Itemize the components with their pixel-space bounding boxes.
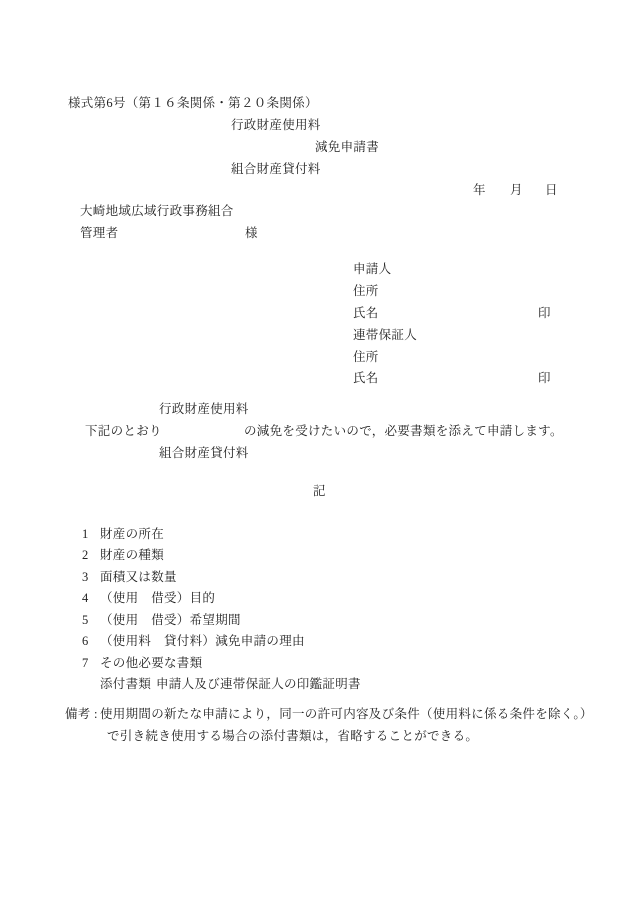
guarantor-label: 連帯保証人: [353, 328, 418, 342]
guarantor-address-label: 住所: [353, 350, 379, 364]
remarks-line2: で引き続き使用する場合の添付書類は，省略することができる。: [107, 729, 479, 743]
item-purpose: （使用 借受）目的: [100, 591, 216, 605]
item-number: 7: [82, 656, 89, 670]
item-desired-period: （使用 借受）希望期間: [100, 613, 241, 627]
form-number-line: 様式第6号（第１６条関係・第２０条関係）: [68, 96, 318, 110]
addressee-honorific: 様: [245, 226, 258, 240]
title-option-admin-property-fee: 行政財産使用料: [231, 118, 321, 132]
body-tail-text: の減免を受けたいので，必要書類を添えて申請します。: [244, 424, 563, 438]
item-exemption-reason: （使用料 貸付料）減免申請の理由: [100, 634, 305, 648]
record-heading: 記: [313, 484, 326, 498]
item-area-or-quantity: 面積又は数量: [100, 570, 177, 584]
item-number: 4: [82, 591, 89, 605]
applicant-seal-mark: 印: [538, 306, 551, 320]
title-option-union-property-rent: 組合財産貸付料: [231, 162, 321, 176]
item-other-documents: その他必要な書類: [100, 656, 203, 670]
date-day-label: 日: [545, 183, 558, 197]
item-number: 3: [82, 570, 89, 584]
item-number: 1: [82, 527, 89, 541]
body-option-union-property-rent: 組合財産貸付料: [159, 446, 249, 460]
body-option-admin-property-fee: 行政財産使用料: [159, 402, 249, 416]
body-lead-text: 下記のとおり: [85, 424, 162, 438]
remarks-line1: 使用期間の新たな申請により，同一の許可内容及び条件（使用料に係る条件を除く。）: [100, 707, 593, 721]
attachment-text: 申請人及び連帯保証人の印鑑証明書: [156, 677, 361, 691]
item-number: 5: [82, 613, 89, 627]
item-number: 6: [82, 634, 89, 648]
item-number: 2: [82, 548, 89, 562]
addressee-organization: 大崎地域広域行政事務組合: [80, 204, 234, 218]
item-property-type: 財産の種類: [100, 548, 165, 562]
guarantor-name-label: 氏名: [353, 371, 379, 385]
addressee-role: 管理者: [80, 226, 119, 240]
attachment-label: 添付書類: [100, 677, 152, 691]
guarantor-seal-mark: 印: [538, 371, 551, 385]
remarks-label: 備考 :: [65, 707, 98, 721]
applicant-name-label: 氏名: [353, 306, 379, 320]
applicant-label: 申請人: [353, 262, 392, 276]
date-year-label: 年: [473, 183, 486, 197]
item-property-location: 財産の所在: [100, 527, 165, 541]
title-exemption-application: 減免申請書: [315, 140, 380, 154]
date-month-label: 月: [510, 183, 523, 197]
applicant-address-label: 住所: [353, 284, 379, 298]
